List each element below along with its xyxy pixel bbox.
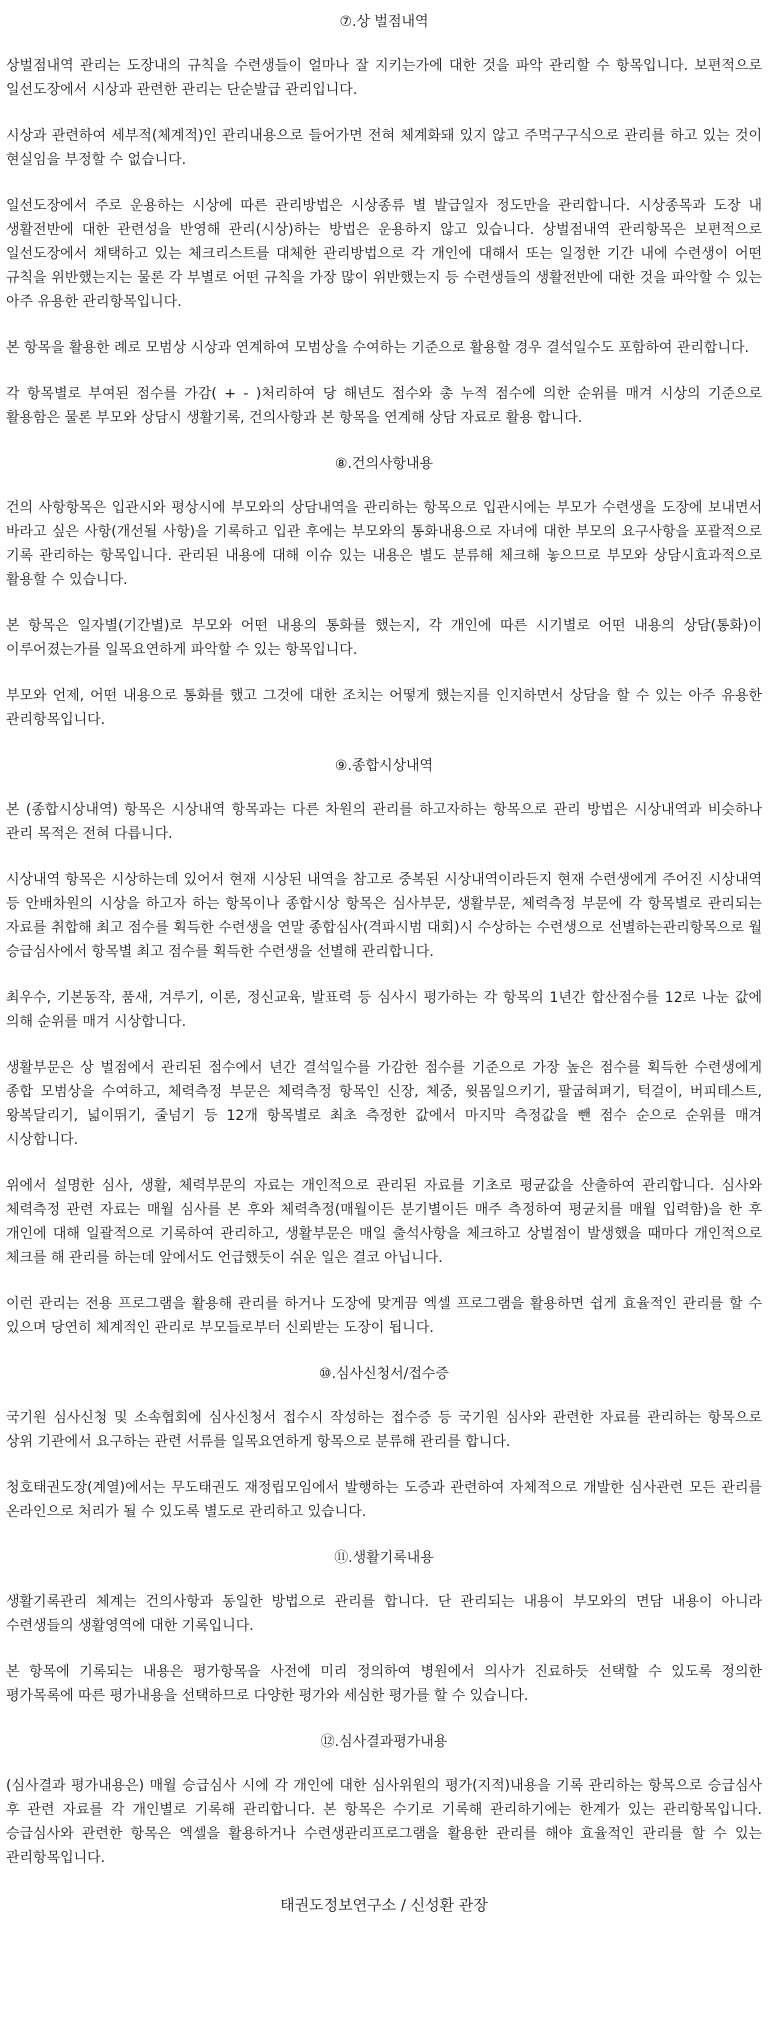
paragraph: 최우수, 기본동작, 품새, 겨루기, 이론, 정신교육, 발표력 등 심사시 평가하는 각 항목의 1년간 합산점수를 12로 나눈 값에 의해 순위를 매겨 시상합니다. — [6, 990, 762, 1030]
paragraph: 생활부문은 상 벌점에서 관리된 점수에서 년간 결석일수를 가감한 점수를 기준으로 가장 높은 점수를 획득한 수련생에게 종합 모범상을 수여하고, 체력측정 부문은 체력측정 항목인 신장, 체중, 윗몸일으키기, 팔굽혀펴기, 턱걸이, 버피테스트, 왕복달리기, 넓이뛰기, 줄넘기 등 12개 항목별로 최초 측정한 값에서 마지막 측정값을 뺀 점수 순으로 순위를 매겨 시상합니다. — [6, 1060, 762, 1148]
section-title: ⑧.건의사항내용 — [334, 456, 434, 472]
paragraph: 생활기록관리 체계는 건의사항과 동일한 방법으로 관리를 합니다. 단 관리되는 내용이 부모와의 면담 내용이 아니라 수련생들의 생활영역에 대한 기록입니다. — [6, 1594, 762, 1634]
paragraph: 시상과 관련하여 세부적(체계적)인 관리내용으로 들어가면 전혀 체계화돼 있지 않고 주먹구구식으로 관리를 하고 있는 것이 현실임을 부정할 수 없습니다. — [6, 128, 762, 168]
paragraph: 시상내역 항목은 시상하는데 있어서 현재 시상된 내역을 참고로 중복된 시상내역이라든지 현재 수련생에게 주어진 시상내역 등 안배차원의 시상을 하고자 하는 항목이나 종합시상 항목은 심사부문, 생활부문, 체력측정 부문에 각 항목별로 관리되는 자료를 취합해 최고 점수를 획득한 수련생을 연말 종합심사(격파시범 대회)시 수상하는 수련생으로 선별하는관리항목으로 월 승급심사에서 항목별 최고 점수를 획득한 수련생을 선별해 관리합니다. — [6, 872, 762, 960]
section-title: ⑫.심사결과평가내용 — [320, 1734, 448, 1750]
author-signature: 태권도정보연구소 / 신성환 관장 — [280, 1896, 488, 1914]
section-title: ⑩.심사신청서/접수증 — [319, 1366, 449, 1382]
paragraph: 국기원 심사신청 및 소속협회에 심사신청서 접수시 작성하는 접수증 등 국기원 심사와 관련한 자료를 관리하는 항목으로 상위 기관에서 요구하는 관련 서류를 일목요연하게 항목으로 분류해 관리를 합니다. — [6, 1410, 762, 1450]
section-overall-awards — [6, 754, 762, 1340]
paragraph: 본 항목을 활용한 례로 모범상 시상과 연계하여 모범상을 수여하는 기준으로 활용할 경우 결석일수도 포함하여 관리합니다. — [6, 340, 749, 356]
paragraph: 청호태권도장(계열)에서는 무도태권도 재정립모임에서 발행하는 도증과 관련하여 자체적으로 개발한 심사관련 모든 관리를 온라인으로 처리가 될 수 있도록 별도로 관리하고 있습니다. — [6, 1480, 762, 1520]
paragraph: 각 항목별로 부여된 점수를 가감( + - )처리하여 당 해년도 점수와 총 누적 점수에 의한 순위를 매겨 시상의 기준으로 활용함은 물론 부모와 상담시 생활기록, 건의사항과 본 항목을 연계해 상담 자료로 활용 합니다. — [6, 386, 762, 426]
section-title: ⑨.종합시상내역 — [334, 758, 434, 774]
paragraph: 본 (종합시상내역) 항목은 시상내역 항목과는 다른 차원의 관리를 하고자하는 항목으로 관리 방법은 시상내역과 비슷하나 관리 목적은 전혀 다릅니다. — [6, 802, 762, 842]
paragraph: 위에서 설명한 심사, 생활, 체력부문의 자료는 개인적으로 관리된 자료를 기초로 평균값을 산출하여 관리합니다. 심사와 체력측정 관련 자료는 매월 심사를 본 후와 체력측정(매월이든 분기별이든 매주 측정하여 평균치를 매월 입력함)을 한 후 개인에 대해 일괄적으로 기록하여 관리하고, 생활부문은 매일 출석사항을 체크하고 상벌점이 발생했을 때마다 개인적으로 체크를 해 관리를 하는데 앞에서도 언급했듯이 쉬운 일은 결코 아닙니다. — [6, 1178, 762, 1266]
section-rewards-penalties — [6, 10, 762, 430]
paragraph: 상벌점내역 관리는 도장내의 규칙을 수련생들이 얼마나 잘 지키는가에 대한 것을 파악 관리할 수 항목입니다. 보편적으로 일선도장에서 시상과 관련한 관리는 단순발급 관리입니다. — [6, 58, 762, 98]
section-suggestions — [6, 452, 762, 732]
section-title: ⑦.상 벌점내역 — [339, 14, 429, 30]
section-title: ⑪.생활기록내용 — [334, 1550, 434, 1566]
section-life-records — [6, 1546, 762, 1708]
paragraph: (심사결과 평가내용은) 매월 승급심사 시에 각 개인에 대한 심사위원의 평가(지적)내용을 기록 관리하는 항목으로 승급심사 후 관련 자료를 각 개인별로 기록해 관리합니다. 본 항목은 수기로 기록해 관리하기에는 한계가 있는 관리항목입니다. 승급심사와 관련한 항목은 엑셀을 활용하거나 수련생관리프로그램을 활용한 관리를 해야 효율적인 관리를 할 수 있는 관리항목입니다. — [6, 1778, 762, 1866]
paragraph: 부모와 언제, 어떤 내용으로 통화를 했고 그것에 대한 조치는 어떻게 했는지를 인지하면서 상담을 할 수 있는 아주 유용한 관리항목입니다. — [6, 688, 762, 728]
paragraph: 본 항목은 일자별(기간별)로 부모와 어떤 내용의 통화를 했는지, 각 개인에 따른 시기별로 어떤 내용의 상담(통화)이 이루어졌는가를 일목요연하게 파악할 수 있는 항목입니다. — [6, 618, 762, 658]
paragraph: 본 항목에 기록되는 내용은 평가항목을 사전에 미리 정의하여 병원에서 의사가 진료하듯 선택할 수 있도록 정의한 평가목록에 따른 평가내용을 선택하므로 다양한 평가와 세심한 평가를 할 수 있습니다. — [6, 1664, 762, 1704]
paragraph: 이런 관리는 전용 프로그램을 활용해 관리를 하거나 도장에 맞게끔 엑셀 프로그램을 활용하면 쉽게 효율적인 관리를 할 수 있으며 당연히 체계적인 관리로 부모들로부터 신뢰받는 도장이 됩니다. — [6, 1296, 762, 1336]
section-exam-evaluation — [6, 1730, 762, 1870]
paragraph: 일선도장에서 주로 운용하는 시상에 따른 관리방법은 시상종류 별 발급일자 정도만을 관리합니다. 시상종목과 도장 내 생활전반에 대한 관련성을 반영해 관리(시상)하는 방법은 운용하지 않고 있습니다. 상벌점내역 관리항목은 보편적으로 일선도장에서 채택하고 있는 체크리스트를 대체한 관리방법으로 각 개인에 대해서 또는 일정한 기간 내에 수련생이 어떤 규칙을 위반했는지는 물론 각 부별로 어떤 규칙을 가장 많이 위반했는지 등 수련생들의 생활전반에 대한 것을 파악할 수 있는 아주 유용한 관리항목입니다. — [6, 198, 762, 310]
paragraph: 건의 사항항목은 입관시와 평상시에 부모와의 상담내역을 관리하는 항목으로 입관시에는 부모가 수련생을 도장에 보내면서 바라고 싶은 사항(개선될 사항)을 기록하고 입관 후에는 부모와의 통화내용으로 자녀에 대한 부모의 요구사항을 포괄적으로 기록 관리하는 항목입니다. 관리된 내용에 대해 이슈 있는 내용은 별도 분류해 체크해 놓으므로 부모와 상담시효과적으로 활용할 수 있습니다. — [6, 500, 762, 588]
section-exam-application — [6, 1362, 762, 1524]
